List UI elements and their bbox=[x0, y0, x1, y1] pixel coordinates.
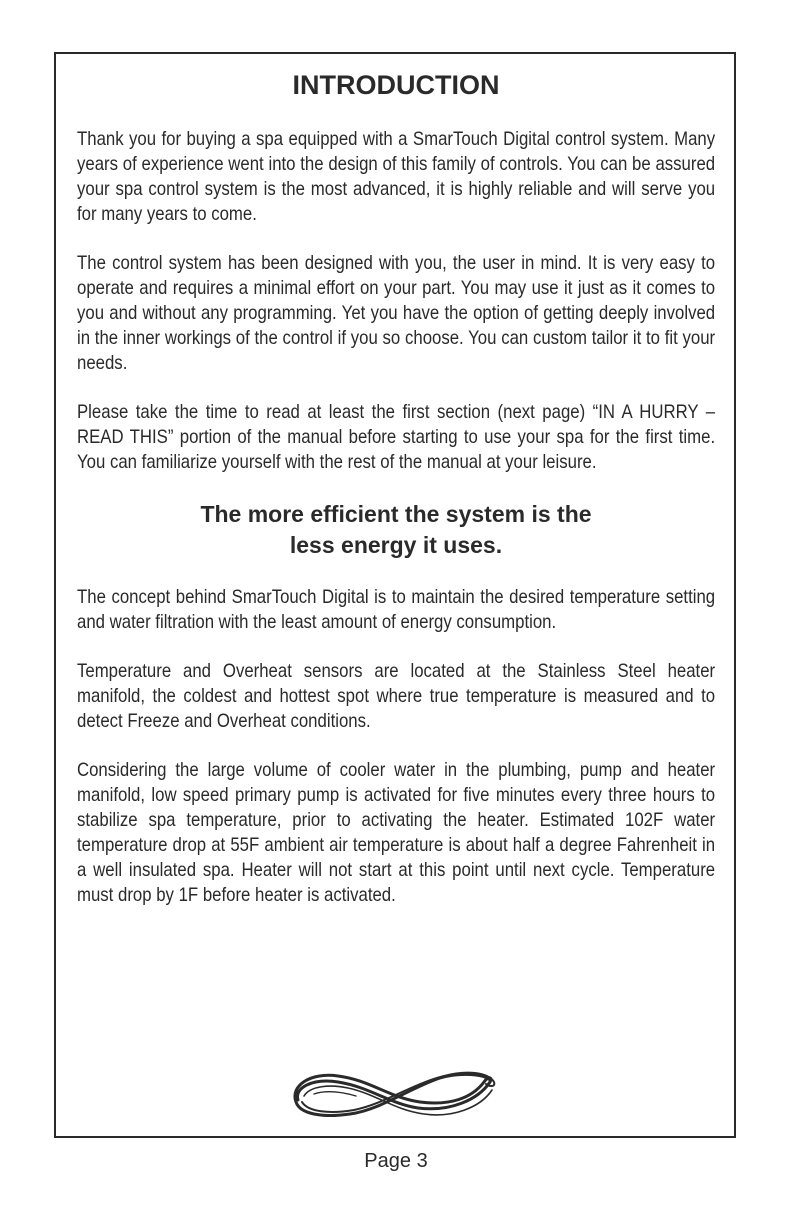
sensors-paragraph: Temperature and Overheat sensors are located at the Stainless Steel heater manifold, the coldest and hottest spot where true temperature is measured and to detect Freeze and Overheat conditions. bbox=[77, 660, 716, 732]
intro-paragraph-1: Thank you for buying a spa equipped with a SmarTouch Digital control system. Many years of experience went into the design of this family of controls. You can be assured your spa control system is the most advanced, it is highly reliable and will serve you for many years to come. bbox=[77, 128, 716, 225]
emphasis-line-1: The more efficient the system is the bbox=[200, 501, 592, 527]
page-content bbox=[77, 127, 715, 932]
emphasis-statement bbox=[77, 499, 715, 561]
concept-paragraph: The concept behind SmarTouch Digital is to maintain the desired temperature setting and water filtration with the least amount of energy consumption. bbox=[77, 586, 716, 633]
intro-paragraph-3: Please take the time to read at least the first section (next page) “IN A HURRY – READ THIS” portion of the manual before starting to use your spa for the first time. You can familiarize yourself with the rest of the manual at your leisure. bbox=[77, 401, 716, 473]
page-number: Page 3 bbox=[364, 1150, 428, 1172]
pump-heater-paragraph: Considering the large volume of cooler water in the plumbing, pump and heater manifold, low speed primary pump is activated for five minutes every three hours to stabilize spa temperature, prior to activating the heater. Estimated 102F water temperature drop at 55F ambient air temperature is about half a degree Fahrenheit in a well insulated spa. Heater will not start at this point until next cycle. Temperature must drop by 1F before heater is activated. bbox=[77, 759, 716, 906]
page-title: INTRODUCTION bbox=[292, 70, 500, 100]
emphasis-line-2: less energy it uses. bbox=[289, 532, 503, 558]
intro-paragraph-2: The control system has been designed with you, the user in mind. It is very easy to operate and requires a minimal effort on your part. You may use it just as it comes to you and without any programming. Yet you have the option of getting deeply involved in the inner workings of the control if you so choose. You can custom tailor it to fit your needs. bbox=[77, 252, 716, 374]
flourish-ornament-icon bbox=[290, 1064, 500, 1126]
